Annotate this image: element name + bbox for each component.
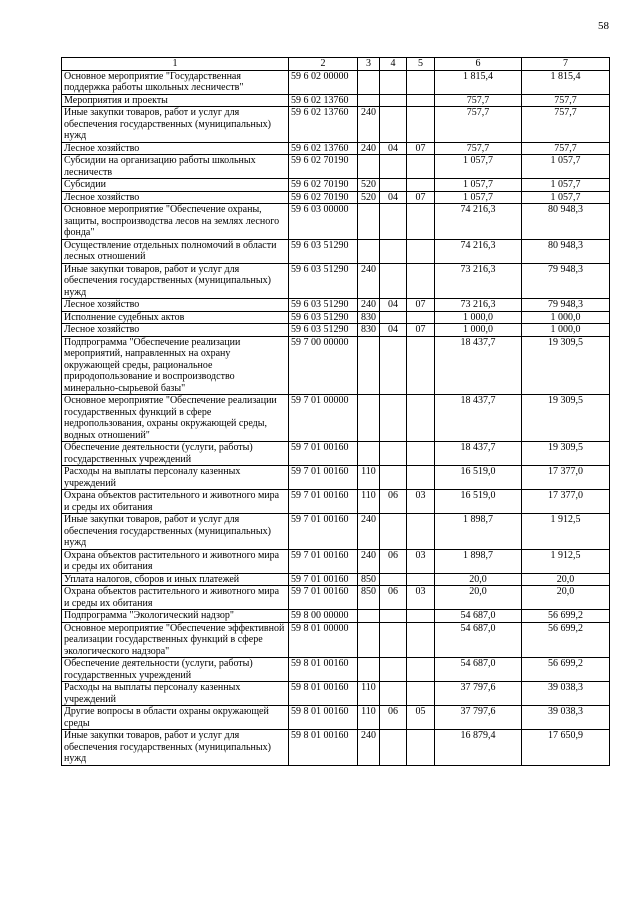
expense-type-cell bbox=[358, 610, 380, 623]
subsection-cell bbox=[407, 514, 435, 550]
code-cell: 59 6 03 00000 bbox=[289, 204, 358, 240]
subsection-cell bbox=[407, 204, 435, 240]
subsection-cell: 07 bbox=[407, 142, 435, 155]
table-row bbox=[62, 706, 610, 730]
section-cell bbox=[380, 107, 407, 143]
section-cell bbox=[380, 179, 407, 192]
amount-year1-cell: 1 898,7 bbox=[435, 549, 522, 573]
table-row bbox=[62, 94, 610, 107]
code-cell: 59 6 03 51290 bbox=[289, 311, 358, 324]
table-row bbox=[62, 682, 610, 706]
amount-year2-cell: 19 309,5 bbox=[522, 442, 610, 466]
amount-year1-cell: 18 437,7 bbox=[435, 336, 522, 395]
expense-type-cell: 110 bbox=[358, 682, 380, 706]
table-row bbox=[62, 179, 610, 192]
code-cell: 59 8 01 00160 bbox=[289, 682, 358, 706]
expense-type-cell bbox=[358, 658, 380, 682]
amount-year2-cell: 17 650,9 bbox=[522, 730, 610, 766]
subsection-cell bbox=[407, 263, 435, 299]
subsection-cell bbox=[407, 658, 435, 682]
section-cell bbox=[380, 204, 407, 240]
section-cell bbox=[380, 573, 407, 586]
code-cell: 59 7 01 00160 bbox=[289, 586, 358, 610]
row-name-cell: Исполнение судебных актов bbox=[62, 311, 289, 324]
subsection-cell: 05 bbox=[407, 706, 435, 730]
section-cell bbox=[380, 155, 407, 179]
subsection-cell bbox=[407, 239, 435, 263]
code-cell: 59 6 02 70190 bbox=[289, 155, 358, 179]
expense-type-cell: 110 bbox=[358, 706, 380, 730]
subsection-cell bbox=[407, 94, 435, 107]
subsection-cell bbox=[407, 155, 435, 179]
section-cell bbox=[380, 395, 407, 442]
expense-type-cell: 240 bbox=[358, 142, 380, 155]
expense-type-cell bbox=[358, 155, 380, 179]
amount-year2-cell: 19 309,5 bbox=[522, 336, 610, 395]
row-name-cell: Иные закупки товаров, работ и услуг для обеспечения государственных (муниципальных) нужд bbox=[62, 730, 289, 766]
section-cell bbox=[380, 466, 407, 490]
subsection-cell: 03 bbox=[407, 549, 435, 573]
row-name-cell: Основное мероприятие "Обеспечение эффективной реализации государственных функций в сфере экологического надзора" bbox=[62, 622, 289, 658]
table-row bbox=[62, 514, 610, 550]
amount-year2-cell: 79 948,3 bbox=[522, 299, 610, 312]
amount-year1-cell: 18 437,7 bbox=[435, 395, 522, 442]
subsection-cell bbox=[407, 395, 435, 442]
table-row bbox=[62, 107, 610, 143]
amount-year1-cell: 20,0 bbox=[435, 586, 522, 610]
code-cell: 59 6 02 00000 bbox=[289, 70, 358, 94]
section-cell: 06 bbox=[380, 586, 407, 610]
code-cell: 59 7 01 00160 bbox=[289, 442, 358, 466]
row-name-cell: Осуществление отдельных полномочий в области лесных отношений bbox=[62, 239, 289, 263]
table-row bbox=[62, 466, 610, 490]
section-cell bbox=[380, 239, 407, 263]
row-name-cell: Иные закупки товаров, работ и услуг для обеспечения государственных (муниципальных) нужд bbox=[62, 514, 289, 550]
code-cell: 59 6 02 70190 bbox=[289, 179, 358, 192]
code-cell: 59 8 01 00160 bbox=[289, 658, 358, 682]
amount-year2-cell: 1 057,7 bbox=[522, 179, 610, 192]
row-name-cell: Подпрограмма "Обеспечение реализации мероприятий, направленных на охрану окружающей среды, рациональное природопользование и воспроизводство минерально-сырьевой базы" bbox=[62, 336, 289, 395]
row-name-cell: Субсидии bbox=[62, 179, 289, 192]
code-cell: 59 7 01 00160 bbox=[289, 573, 358, 586]
row-name-cell: Лесное хозяйство bbox=[62, 324, 289, 337]
table-row bbox=[62, 586, 610, 610]
subsection-cell: 03 bbox=[407, 586, 435, 610]
code-cell: 59 6 02 13760 bbox=[289, 94, 358, 107]
expense-type-cell: 520 bbox=[358, 179, 380, 192]
row-name-cell: Обеспечение деятельности (услуги, работы) государственных учреждений bbox=[62, 658, 289, 682]
row-name-cell: Иные закупки товаров, работ и услуг для обеспечения государственных (муниципальных) нужд bbox=[62, 263, 289, 299]
row-name-cell: Охрана объектов растительного и животного мира и среды их обитания bbox=[62, 490, 289, 514]
amount-year1-cell: 757,7 bbox=[435, 107, 522, 143]
section-cell bbox=[380, 730, 407, 766]
table-row bbox=[62, 395, 610, 442]
expense-type-cell: 830 bbox=[358, 324, 380, 337]
amount-year1-cell: 16 519,0 bbox=[435, 466, 522, 490]
amount-year2-cell: 80 948,3 bbox=[522, 239, 610, 263]
amount-year2-cell: 1 000,0 bbox=[522, 311, 610, 324]
amount-year1-cell: 18 437,7 bbox=[435, 442, 522, 466]
table-row bbox=[62, 70, 610, 94]
subsection-cell bbox=[407, 336, 435, 395]
section-cell bbox=[380, 336, 407, 395]
code-cell: 59 8 01 00160 bbox=[289, 730, 358, 766]
section-cell: 06 bbox=[380, 549, 407, 573]
row-name-cell: Уплата налогов, сборов и иных платежей bbox=[62, 573, 289, 586]
subsection-cell bbox=[407, 573, 435, 586]
amount-year1-cell: 757,7 bbox=[435, 142, 522, 155]
code-cell: 59 6 02 13760 bbox=[289, 142, 358, 155]
expense-type-cell: 240 bbox=[358, 107, 380, 143]
column-header: 1 bbox=[62, 58, 289, 71]
table-row bbox=[62, 155, 610, 179]
amount-year1-cell: 1 000,0 bbox=[435, 311, 522, 324]
subsection-cell: 03 bbox=[407, 490, 435, 514]
amount-year1-cell: 37 797,6 bbox=[435, 706, 522, 730]
section-cell bbox=[380, 94, 407, 107]
amount-year2-cell: 39 038,3 bbox=[522, 682, 610, 706]
amount-year1-cell: 1 000,0 bbox=[435, 324, 522, 337]
expense-type-cell: 240 bbox=[358, 730, 380, 766]
amount-year1-cell: 74 216,3 bbox=[435, 239, 522, 263]
amount-year1-cell: 1 898,7 bbox=[435, 514, 522, 550]
code-cell: 59 6 03 51290 bbox=[289, 324, 358, 337]
table-header-row bbox=[62, 58, 610, 71]
expense-type-cell: 520 bbox=[358, 191, 380, 204]
amount-year2-cell: 56 699,2 bbox=[522, 622, 610, 658]
section-cell: 04 bbox=[380, 299, 407, 312]
subsection-cell bbox=[407, 311, 435, 324]
amount-year1-cell: 757,7 bbox=[435, 94, 522, 107]
row-name-cell: Подпрограмма "Экологический надзор" bbox=[62, 610, 289, 623]
table-row bbox=[62, 239, 610, 263]
amount-year2-cell: 1 815,4 bbox=[522, 70, 610, 94]
code-cell: 59 7 01 00160 bbox=[289, 549, 358, 573]
amount-year2-cell: 1 912,5 bbox=[522, 514, 610, 550]
expense-type-cell: 240 bbox=[358, 263, 380, 299]
amount-year2-cell: 19 309,5 bbox=[522, 395, 610, 442]
amount-year1-cell: 20,0 bbox=[435, 573, 522, 586]
subsection-cell: 07 bbox=[407, 191, 435, 204]
subsection-cell: 07 bbox=[407, 324, 435, 337]
code-cell: 59 6 02 13760 bbox=[289, 107, 358, 143]
row-name-cell: Основное мероприятие "Обеспечение охраны, защиты, воспроизводства лесов на землях лесного фонда" bbox=[62, 204, 289, 240]
expense-type-cell bbox=[358, 70, 380, 94]
section-cell: 04 bbox=[380, 324, 407, 337]
amount-year2-cell: 56 699,2 bbox=[522, 610, 610, 623]
amount-year1-cell: 73 216,3 bbox=[435, 263, 522, 299]
subsection-cell bbox=[407, 466, 435, 490]
amount-year2-cell: 757,7 bbox=[522, 94, 610, 107]
code-cell: 59 7 01 00160 bbox=[289, 466, 358, 490]
code-cell: 59 8 01 00160 bbox=[289, 706, 358, 730]
subsection-cell bbox=[407, 442, 435, 466]
code-cell: 59 7 01 00160 bbox=[289, 490, 358, 514]
subsection-cell bbox=[407, 107, 435, 143]
table-row bbox=[62, 299, 610, 312]
code-cell: 59 6 03 51290 bbox=[289, 239, 358, 263]
amount-year1-cell: 74 216,3 bbox=[435, 204, 522, 240]
section-cell: 06 bbox=[380, 490, 407, 514]
table-row bbox=[62, 311, 610, 324]
row-name-cell: Лесное хозяйство bbox=[62, 191, 289, 204]
expense-type-cell bbox=[358, 336, 380, 395]
column-header: 2 bbox=[289, 58, 358, 71]
table-row bbox=[62, 204, 610, 240]
row-name-cell: Субсидии на организацию работы школьных лесничеств bbox=[62, 155, 289, 179]
subsection-cell bbox=[407, 610, 435, 623]
section-cell bbox=[380, 610, 407, 623]
row-name-cell: Мероприятия и проекты bbox=[62, 94, 289, 107]
amount-year1-cell: 1 057,7 bbox=[435, 179, 522, 192]
budget-table bbox=[61, 57, 610, 766]
expense-type-cell: 240 bbox=[358, 514, 380, 550]
table-row bbox=[62, 442, 610, 466]
section-cell: 04 bbox=[380, 142, 407, 155]
table-row bbox=[62, 610, 610, 623]
amount-year2-cell: 1 057,7 bbox=[522, 191, 610, 204]
subsection-cell bbox=[407, 622, 435, 658]
expense-type-cell: 110 bbox=[358, 490, 380, 514]
expense-type-cell: 850 bbox=[358, 573, 380, 586]
subsection-cell: 07 bbox=[407, 299, 435, 312]
section-cell bbox=[380, 682, 407, 706]
subsection-cell bbox=[407, 70, 435, 94]
amount-year1-cell: 54 687,0 bbox=[435, 610, 522, 623]
expense-type-cell bbox=[358, 442, 380, 466]
amount-year1-cell: 54 687,0 bbox=[435, 622, 522, 658]
expense-type-cell bbox=[358, 395, 380, 442]
table-row bbox=[62, 336, 610, 395]
column-header: 7 bbox=[522, 58, 610, 71]
row-name-cell: Основное мероприятие "Обеспечение реализации государственных функций в сфере недропользования, охраны окружающей среды, водных отношений" bbox=[62, 395, 289, 442]
table-row bbox=[62, 490, 610, 514]
expense-type-cell bbox=[358, 94, 380, 107]
expense-type-cell: 830 bbox=[358, 311, 380, 324]
code-cell: 59 8 01 00000 bbox=[289, 622, 358, 658]
row-name-cell: Другие вопросы в области охраны окружающей среды bbox=[62, 706, 289, 730]
amount-year1-cell: 16 879,4 bbox=[435, 730, 522, 766]
subsection-cell bbox=[407, 730, 435, 766]
table-row bbox=[62, 142, 610, 155]
amount-year2-cell: 757,7 bbox=[522, 107, 610, 143]
amount-year1-cell: 1 057,7 bbox=[435, 191, 522, 204]
amount-year2-cell: 757,7 bbox=[522, 142, 610, 155]
column-header: 5 bbox=[407, 58, 435, 71]
table-row bbox=[62, 658, 610, 682]
amount-year2-cell: 17 377,0 bbox=[522, 466, 610, 490]
row-name-cell: Иные закупки товаров, работ и услуг для обеспечения государственных (муниципальных) нужд bbox=[62, 107, 289, 143]
amount-year1-cell: 1 057,7 bbox=[435, 155, 522, 179]
code-cell: 59 7 01 00160 bbox=[289, 514, 358, 550]
section-cell bbox=[380, 442, 407, 466]
expense-type-cell: 110 bbox=[358, 466, 380, 490]
section-cell bbox=[380, 70, 407, 94]
expense-type-cell bbox=[358, 622, 380, 658]
section-cell bbox=[380, 514, 407, 550]
section-cell bbox=[380, 263, 407, 299]
code-cell: 59 6 03 51290 bbox=[289, 263, 358, 299]
subsection-cell bbox=[407, 179, 435, 192]
table-body bbox=[62, 70, 610, 765]
amount-year2-cell: 1 912,5 bbox=[522, 549, 610, 573]
table-row bbox=[62, 191, 610, 204]
column-header: 6 bbox=[435, 58, 522, 71]
amount-year1-cell: 54 687,0 bbox=[435, 658, 522, 682]
code-cell: 59 7 01 00000 bbox=[289, 395, 358, 442]
column-header: 3 bbox=[358, 58, 380, 71]
table-row bbox=[62, 622, 610, 658]
code-cell: 59 7 00 00000 bbox=[289, 336, 358, 395]
amount-year1-cell: 37 797,6 bbox=[435, 682, 522, 706]
row-name-cell: Охрана объектов растительного и животного мира и среды их обитания bbox=[62, 586, 289, 610]
section-cell bbox=[380, 311, 407, 324]
code-cell: 59 8 00 00000 bbox=[289, 610, 358, 623]
expense-type-cell: 240 bbox=[358, 299, 380, 312]
section-cell: 04 bbox=[380, 191, 407, 204]
row-name-cell: Расходы на выплаты персоналу казенных учреждений bbox=[62, 682, 289, 706]
section-cell: 06 bbox=[380, 706, 407, 730]
amount-year1-cell: 73 216,3 bbox=[435, 299, 522, 312]
row-name-cell: Охрана объектов растительного и животного мира и среды их обитания bbox=[62, 549, 289, 573]
amount-year2-cell: 20,0 bbox=[522, 573, 610, 586]
subsection-cell bbox=[407, 682, 435, 706]
amount-year2-cell: 20,0 bbox=[522, 586, 610, 610]
expense-type-cell bbox=[358, 239, 380, 263]
table-row bbox=[62, 730, 610, 766]
column-header: 4 bbox=[380, 58, 407, 71]
page-number: 58 bbox=[598, 20, 609, 32]
row-name-cell: Основное мероприятие "Государственная поддержка работы школьных лесничеств" bbox=[62, 70, 289, 94]
row-name-cell: Лесное хозяйство bbox=[62, 299, 289, 312]
amount-year2-cell: 79 948,3 bbox=[522, 263, 610, 299]
code-cell: 59 6 02 70190 bbox=[289, 191, 358, 204]
amount-year2-cell: 1 000,0 bbox=[522, 324, 610, 337]
amount-year2-cell: 80 948,3 bbox=[522, 204, 610, 240]
expense-type-cell: 850 bbox=[358, 586, 380, 610]
section-cell bbox=[380, 658, 407, 682]
table-row bbox=[62, 549, 610, 573]
row-name-cell: Расходы на выплаты персоналу казенных учреждений bbox=[62, 466, 289, 490]
amount-year2-cell: 39 038,3 bbox=[522, 706, 610, 730]
table-row bbox=[62, 324, 610, 337]
amount-year2-cell: 17 377,0 bbox=[522, 490, 610, 514]
amount-year2-cell: 56 699,2 bbox=[522, 658, 610, 682]
row-name-cell: Лесное хозяйство bbox=[62, 142, 289, 155]
row-name-cell: Обеспечение деятельности (услуги, работы) государственных учреждений bbox=[62, 442, 289, 466]
amount-year1-cell: 16 519,0 bbox=[435, 490, 522, 514]
table-row bbox=[62, 263, 610, 299]
amount-year2-cell: 1 057,7 bbox=[522, 155, 610, 179]
expense-type-cell bbox=[358, 204, 380, 240]
table-row bbox=[62, 573, 610, 586]
amount-year1-cell: 1 815,4 bbox=[435, 70, 522, 94]
code-cell: 59 6 03 51290 bbox=[289, 299, 358, 312]
expense-type-cell: 240 bbox=[358, 549, 380, 573]
section-cell bbox=[380, 622, 407, 658]
